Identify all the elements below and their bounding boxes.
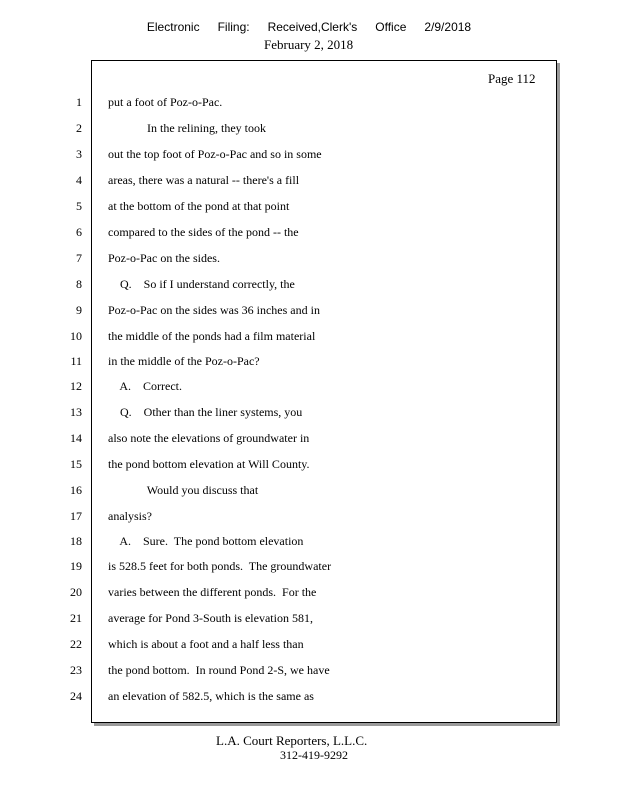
line-text: out the top foot of Poz-o-Pac and so in some <box>108 147 322 161</box>
line-number: 5 <box>76 199 82 213</box>
line-text: at the bottom of the pond at that point <box>108 199 290 213</box>
line-text: A. Correct. <box>108 379 182 393</box>
line-number: 7 <box>76 251 82 265</box>
line-text: Q. Other than the liner systems, you <box>108 405 303 419</box>
line-text: A. Sure. The pond bottom elevation <box>108 534 304 548</box>
line-text: an elevation of 582.5, which is the same as <box>108 689 314 703</box>
line-text: Poz-o-Pac on the sides. <box>108 251 220 265</box>
filing-stamp <box>0 20 618 34</box>
line-number: 9 <box>76 303 82 317</box>
line-text: which is about a foot and a half less than <box>108 637 304 651</box>
page-number: Page 112 <box>488 71 536 86</box>
line-text: also note the elevations of groundwater in <box>108 431 310 445</box>
line-number: 3 <box>76 147 82 161</box>
line-text: the middle of the ponds had a film material <box>108 329 316 343</box>
line-text: compared to the sides of the pond -- the <box>108 225 299 239</box>
line-text: In the relining, they took <box>108 121 266 135</box>
line-text: in the middle of the Poz-o-Pac? <box>108 354 260 368</box>
line-number: 10 <box>70 329 82 343</box>
line-number: 15 <box>70 457 82 471</box>
line-text: Would you discuss that <box>108 483 259 497</box>
filing-stamp-word: Filing: <box>217 20 250 34</box>
filing-stamp-word: Office <box>375 20 407 34</box>
line-number: 11 <box>70 354 82 368</box>
line-number: 6 <box>76 225 82 239</box>
line-number: 14 <box>70 431 82 445</box>
line-number: 16 <box>70 483 82 497</box>
line-number: 24 <box>70 689 82 703</box>
court-reporter-phone: 312-419-9292 <box>280 748 348 762</box>
line-text: Poz-o-Pac on the sides was 36 inches and in <box>108 303 320 317</box>
line-number: 17 <box>70 509 82 523</box>
line-number: 8 <box>76 277 82 291</box>
line-number: 12 <box>70 379 82 393</box>
line-number: 2 <box>76 121 82 135</box>
line-number: 19 <box>70 559 82 573</box>
line-number: 23 <box>70 663 82 677</box>
line-number: 1 <box>76 95 82 109</box>
line-number: 13 <box>70 405 82 419</box>
filing-stamp-word: Electronic <box>146 20 200 34</box>
filing-stamp-word: Received,Clerk's <box>267 20 358 34</box>
line-text: Q. So if I understand correctly, the <box>108 277 295 291</box>
line-number: 22 <box>70 637 82 651</box>
line-number: 18 <box>70 534 82 548</box>
line-number: 21 <box>70 611 82 625</box>
transcript-date: February 2, 2018 <box>264 37 354 52</box>
line-number: 20 <box>70 585 82 599</box>
line-text: analysis? <box>108 509 152 523</box>
line-text: varies between the different ponds. For the <box>108 585 317 599</box>
line-text: put a foot of Poz-o-Pac. <box>108 95 223 109</box>
line-text: areas, there was a natural -- there's a fill <box>108 173 300 187</box>
line-text: the pond bottom. In round Pond 2-S, we have <box>108 663 330 677</box>
line-text: average for Pond 3-South is elevation 581, <box>108 611 313 625</box>
line-number: 4 <box>76 173 82 187</box>
line-text: the pond bottom elevation at Will County. <box>108 457 310 471</box>
filing-stamp-word: 2/9/2018 <box>424 20 472 34</box>
line-text: is 528.5 feet for both ponds. The groundwater <box>108 559 332 573</box>
court-reporter-name: L.A. Court Reporters, L.L.C. <box>216 733 368 748</box>
